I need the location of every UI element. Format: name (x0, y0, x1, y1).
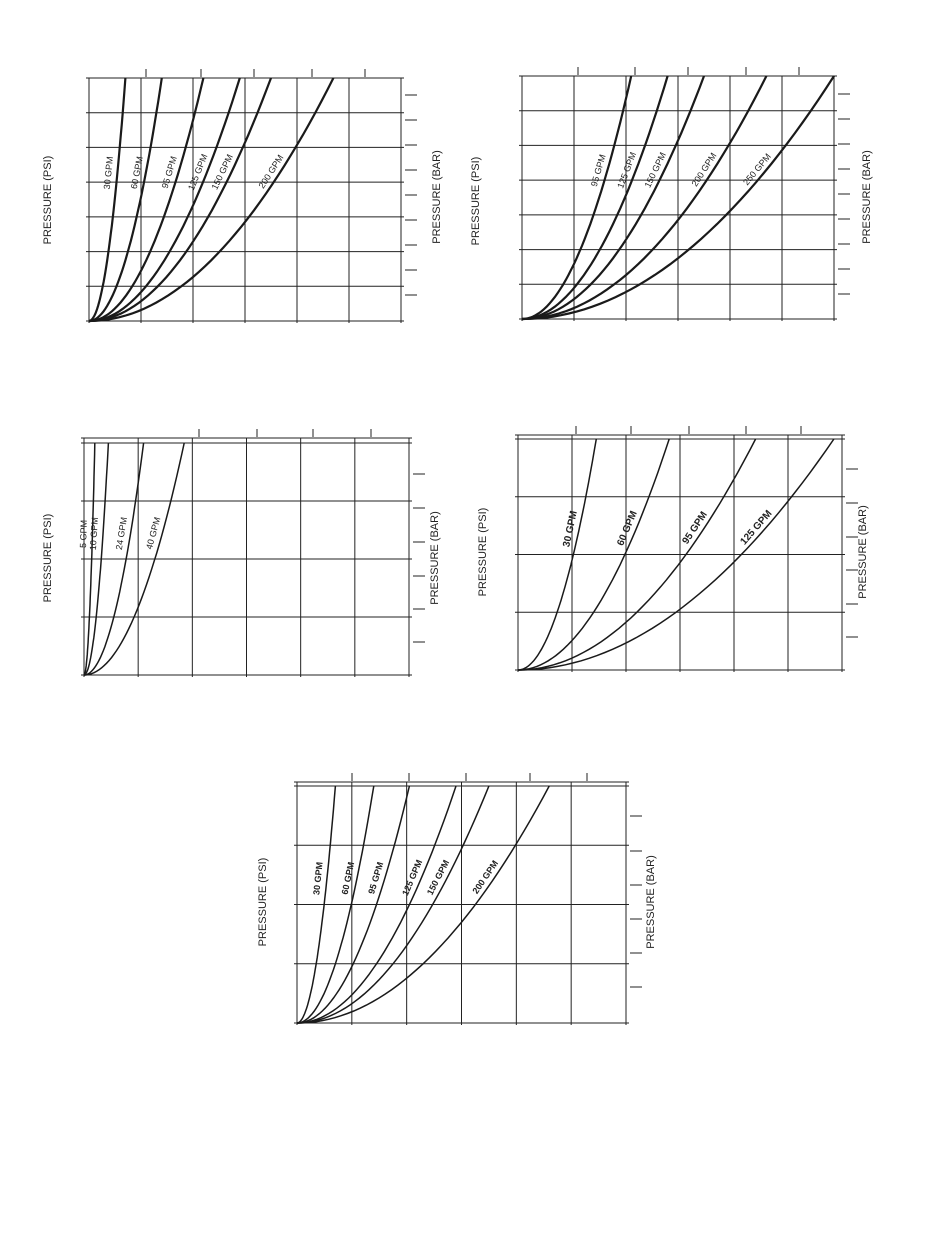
series-label: 250 GPM (741, 151, 773, 188)
series-label: 95 GPM (680, 509, 710, 547)
series-curve-150-gpm (522, 76, 704, 319)
series-curve-60-gpm (89, 78, 162, 321)
series-label: 200 GPM (689, 150, 719, 189)
series-label: 60 GPM (615, 509, 640, 548)
chart-4 (477, 426, 869, 672)
y-axis-label: PRESSURE (PSI) (470, 156, 482, 246)
series-label: 200 GPM (256, 152, 286, 191)
series-curve-30-gpm (89, 78, 125, 321)
y-axis-label: PRESSURE (PSI) (42, 513, 54, 603)
y-axis-label: PRESSURE (PSI) (42, 155, 54, 245)
series-label: 60 GPM (128, 155, 145, 190)
series-label: 10 GPM (87, 516, 101, 551)
series-label: 95 GPM (366, 860, 386, 896)
chart-1 (42, 69, 443, 323)
series-label: 95 GPM (159, 155, 179, 190)
series-label: 125 GPM (615, 150, 639, 190)
series-label: 30 GPM (311, 861, 325, 896)
series-label: 150 GPM (642, 150, 668, 190)
y-axis-label: PRESSURE (PSI) (257, 857, 269, 947)
series-label: 125 GPM (738, 508, 775, 548)
y-axis-label: PRESSURE (PSI) (477, 507, 489, 597)
series-label: 40 GPM (144, 515, 163, 551)
series-label: 150 GPM (424, 858, 452, 897)
y2-axis-label: PRESSURE (BAR) (429, 511, 441, 605)
series-label: 30 GPM (101, 156, 115, 190)
chart-5 (257, 773, 657, 1025)
series-curve-125-gpm (522, 76, 668, 319)
series-label: 125 GPM (186, 152, 210, 192)
series-label: 200 GPM (470, 858, 501, 896)
chart-3 (42, 429, 441, 677)
series-label: 125 GPM (400, 858, 425, 898)
series-label: 150 GPM (209, 152, 235, 192)
series-label: 60 GPM (339, 861, 357, 896)
y2-axis-label: PRESSURE (BAR) (861, 150, 873, 244)
series-label: 5 GPM (78, 519, 89, 549)
series-label: 30 GPM (561, 509, 580, 549)
series-label: 95 GPM (588, 153, 608, 188)
y2-axis-label: PRESSURE (BAR) (431, 150, 443, 244)
y2-axis-label: PRESSURE (BAR) (857, 505, 869, 599)
chart-2 (470, 67, 873, 321)
series-label: 24 GPM (113, 516, 130, 551)
y2-axis-label: PRESSURE (BAR) (645, 855, 657, 949)
